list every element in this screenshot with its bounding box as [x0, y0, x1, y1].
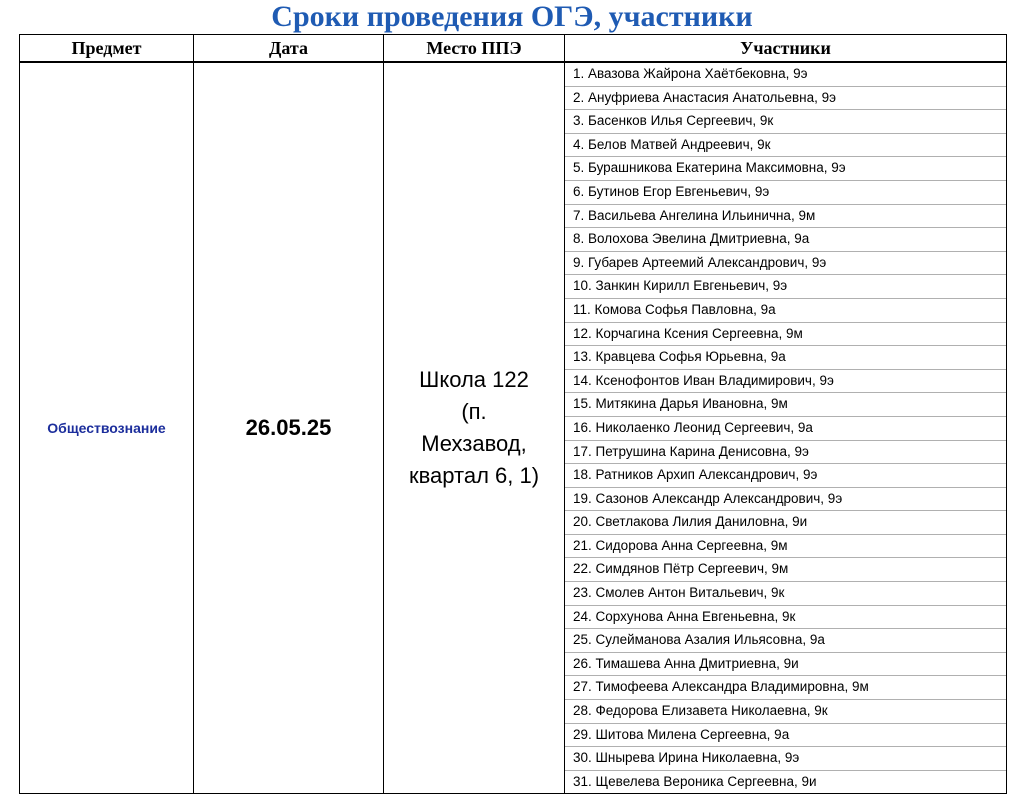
page-title: Сроки проведения ОГЭ, участники	[271, 0, 753, 33]
place-line: квартал 6, 1)	[408, 463, 540, 489]
list-item: 15. Митякина Дарья Ивановна, 9м	[565, 393, 1006, 417]
list-item: 16. Николаенко Леонид Сергеевич, 9а	[565, 417, 1006, 441]
list-item: 25. Сулейманова Азалия Ильясовна, 9а	[565, 629, 1006, 653]
list-item: 7. Васильева Ангелина Ильинична, 9м	[565, 205, 1006, 229]
header-place: Место ППЭ	[384, 35, 565, 63]
list-item: 17. Петрушина Карина Денисовна, 9э	[565, 441, 1006, 465]
list-item: 13. Кравцева Софья Юрьевна, 9а	[565, 346, 1006, 370]
list-item: 29. Шитова Милена Сергеевна, 9а	[565, 724, 1006, 748]
header-participants: Участники	[565, 35, 1007, 63]
subject-cell: Обществознание	[20, 62, 194, 794]
date-cell: 26.05.25	[194, 62, 384, 794]
place-line: Школа 122	[419, 367, 529, 393]
list-item: 21. Сидорова Анна Сергеевна, 9м	[565, 535, 1006, 559]
place-line: Мехзавод,	[421, 431, 527, 457]
list-item: 11. Комова Софья Павловна, 9а	[565, 299, 1006, 323]
list-item: 10. Занкин Кирилл Евгеньевич, 9э	[565, 275, 1006, 299]
list-item: 31. Щевелева Вероника Сергеевна, 9и	[573, 773, 817, 789]
place-line: (п.	[461, 399, 487, 425]
list-item: 3. Басенков Илья Сергеевич, 9к	[565, 110, 1006, 134]
list-item: 6. Бутинов Егор Евгеньевич, 9э	[565, 181, 1006, 205]
list-item: 20. Светлакова Лилия Даниловна, 9и	[565, 511, 1006, 535]
list-item: 4. Белов Матвей Андреевич, 9к	[565, 134, 1006, 158]
list-item: 2. Ануфриева Анастасия Анатольевна, 9э	[565, 87, 1006, 111]
table-row	[20, 62, 1007, 794]
list-item: 8. Волохова Эвелина Дмитриевна, 9а	[565, 228, 1006, 252]
list-item: 22. Симдянов Пётр Сергеевич, 9м	[565, 558, 1006, 582]
header-subject: Предмет	[20, 35, 194, 63]
list-item: 24. Сорхунова Анна Евгеньевна, 9к	[565, 606, 1006, 630]
list-item: 1. Авазова Жайрона Хаётбековна, 9э	[565, 63, 1006, 87]
list-item: 27. Тимофеева Александра Владимировна, 9м	[565, 676, 1006, 700]
table-header-row	[20, 35, 1007, 63]
list-item: 19. Сазонов Александр Александрович, 9э	[565, 488, 1006, 512]
header-date: Дата	[194, 35, 384, 63]
list-item: 12. Корчагина Ксения Сергеевна, 9м	[565, 323, 1006, 347]
list-item: 9. Губарев Артеемий Александрович, 9э	[565, 252, 1006, 276]
list-item: 5. Бурашникова Екатерина Максимовна, 9э	[565, 157, 1006, 181]
list-item: 28. Федорова Елизавета Николаевна, 9к	[565, 700, 1006, 724]
participants-list	[565, 63, 1006, 793]
place-cell	[384, 62, 565, 794]
list-item: 30. Шнырева Ирина Николаевна, 9э	[565, 747, 1006, 771]
list-item: 23. Смолев Антон Витальевич, 9к	[565, 582, 1006, 606]
list-item: 26. Тимашева Анна Дмитриевна, 9и	[565, 653, 1006, 677]
list-item: 14. Ксенофонтов Иван Владимирович, 9э	[565, 370, 1006, 394]
participants-cell	[565, 62, 1007, 794]
list-item: 18. Ратников Архип Александрович, 9э	[565, 464, 1006, 488]
exam-schedule-table	[19, 34, 1007, 794]
